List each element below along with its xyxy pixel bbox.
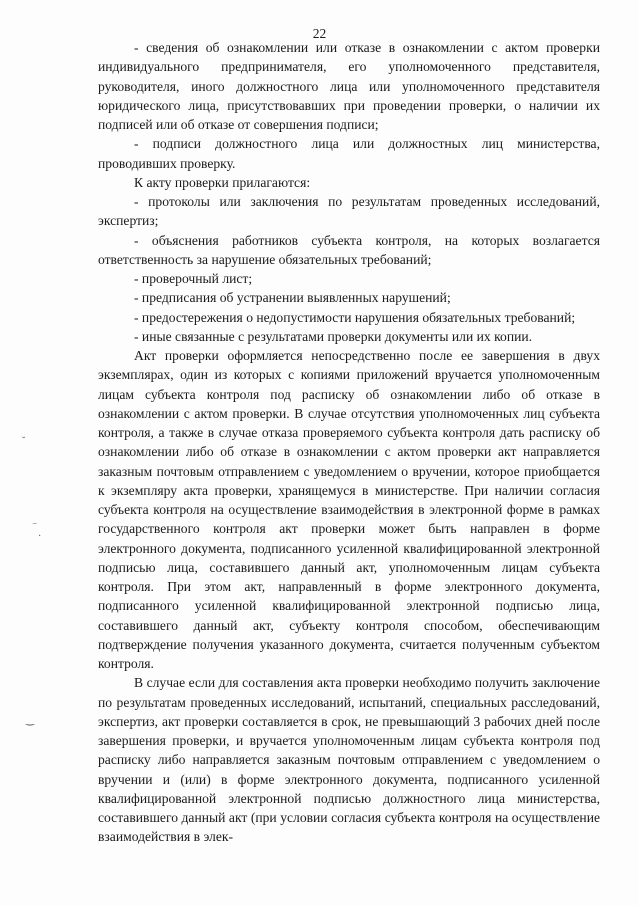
- scan-mark: ⁻: [32, 521, 38, 532]
- paragraph-act-execution: Акт проверки оформляется непосредственно после ее завершения в двух экземплярах, один из которых с копиями приложений вручается уполномоченным лицам субъекта контроля под расписку об ознакомлении либо об отказе в ознакомлении с актом проверки. В случае отсутствия уполномоченных лиц субъекта контроля, а также в случае отказа проверяемого субъекта контроля дать расписку об ознакомлении либо об отказе в ознакомлении с актом проверки акт направляется заказным почтовым отправлением с уведомлением о вручении, которое приобщается к экземпляру акта проверки, хранящемуся в министерстве. При наличии согласия субъекта контроля на осуществление взаимодействия в электронной форме в рамках государственного контроля акт проверки может быть направлен в форме электронного документа, подписанного усиленной квалифицированной электронной подписью лица, составившего данный акт, уполномоченным лицам субъекта контроля. При этом акт, направленный в форме электронного документа, подписанного усиленной квалифицированной электронной подписью лица, составившего данный акт, субъекту контроля способом, обеспечивающим подтверждение получения указанного документа, считается полученным субъектом контроля.: [98, 348, 600, 671]
- paragraph-inspection-acquaintance: - сведения об ознакомлении или отказе в ознакомлении с актом проверки индивидуального предпринимателя, его уполномоченного представителя, руководителя, иного должностного лица или уполномоченного представителя юридического лица, присутствовавших при проведении проверки, о наличии их подписей или об отказе от совершения подписи;: [98, 40, 600, 132]
- scan-mark: ˘: [22, 436, 26, 447]
- paragraph-attachments-heading: К акту проверки прилагаются:: [134, 174, 311, 190]
- page-number: 22: [312, 26, 327, 41]
- paragraph-explanations: - объяснения работников субъекта контроля, на которых возлагается ответственность за нарушение обязательных требований;: [98, 232, 600, 267]
- paragraph-official-signatures: - подписи должностного лица или должностных лиц министерства, проводивших проверку.: [98, 136, 600, 171]
- paragraph-checklist: - проверочный лист;: [134, 271, 253, 286]
- paragraph-protocols: - протоколы или заключения по результатам проведенных исследований, экспертиз;: [98, 194, 600, 229]
- paragraph-act-deadline: В случае если для составления акта проверки необходимо получить заключение по результатам проведенных исследований, испытаний, специальных расследований, экспертиз, акт проверки составляется в срок, не превышающий 3 рабочих дней после завершения проверки, и вручается уполномоченным лицам субъекта контроля под расписку либо направляется заказным почтовым отправлением с уведомлением о вручении и (или) в форме электронного документа, подписанного усиленной квалифицированной электронной подписью должностного лица министерства, составившего данный акт (при условии согласия субъекта контроля на осуществление взаимодействия в элек-: [98, 675, 600, 845]
- paragraph-warnings: - предостережения о недопустимости нарушения обязательных требований;: [134, 309, 576, 325]
- scan-mark: ·: [38, 531, 42, 542]
- paragraph-other-documents: - иные связанные с результатами проверки документы или их копии.: [134, 328, 533, 344]
- scan-mark: ‿: [26, 715, 35, 726]
- paragraph-orders: - предписания об устранении выявленных нарушений;: [134, 290, 451, 306]
- document-body: [98, 38, 600, 847]
